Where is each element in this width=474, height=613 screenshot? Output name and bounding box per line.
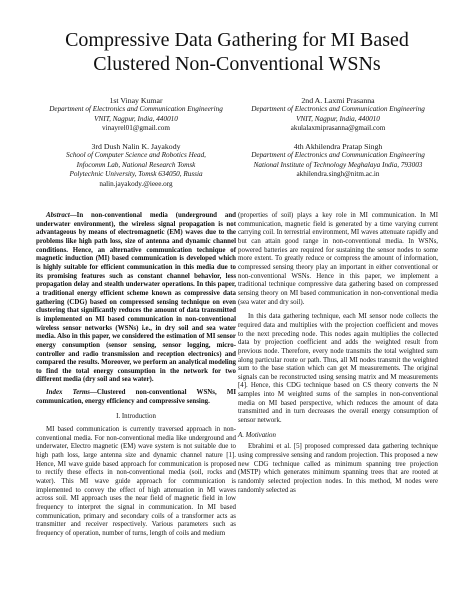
abstract-text: —In non-conventional media (underground and underwater environment), the wireless signal propagation is not advantageous by means of electromagnetic (EM) waves due to the problems like high path loss, size of antenna and dynamic channel conditions. Hence, an alternative communication technique of magnetic induction (MI) based communication is developed which is highly suitable for efficient communication in this media due to its promising features such as constant channel behavior, less propagation delay and stealth underwater operations. In this paper, a traditional energy efficient scheme known as compressive data gathering (CDG) based on compressed sensing technique on even clustering that significantly reduces the amount of data transmitted is implemented on MI based communication in non-conventional wireless sensor networks (WSNs) i.e., in dry soil and sea water media. Also in this paper, we considered the estimation of MI sensor energy consumption (sensor sensing, sensor logging, micro-controller and radio transmission and reception electronics) and compared the results. Moreover, we perform an analytical modeling to find the total energy consumption in the network for two different media (dry soil and sea water).: [36, 212, 236, 384]
author-institution: VNIT, Nagpur, India, 440010: [296, 114, 380, 123]
author-block-3: [36, 142, 236, 189]
author-email: akhilendra.singh@nitm.ac.in: [296, 170, 380, 179]
index-terms: [36, 389, 236, 406]
author-block-2: [238, 96, 438, 134]
subsection-heading-motivation: A. Motivation: [238, 431, 276, 439]
left-column: [36, 212, 236, 539]
author-department: Department of Electronics and Communication Engineering: [251, 151, 425, 160]
right-column: [238, 212, 438, 495]
body-paragraph-3: Ebrahimi et al. [5] proposed compressed data gathering technique using compressive sensing and random projection. This proposed a new new CDG technique called as minimum spanning tree projection (MSTP) which generates minimum spanning trees that are rooted at randomly selected projection nodes. In this method, M nodes were randomly selected as: [238, 443, 438, 494]
abstract: [36, 212, 236, 385]
author-block-1: [36, 96, 236, 134]
title-line-1: Compressive Data Gathering for MI Based: [65, 29, 409, 51]
author-name: 3rd Dush Nalin K. Jayakody: [91, 142, 181, 151]
body-paragraph-1: (properties of soil) plays a key role in MI communication. In MI communication, magnetic field is generated by a time varying current carrying coil. In terrestrial environment, MI waves attenuate rapidly and but can attain good range in non-conventional media. In WSNs, powered batteries are required for sustaining the sensor nodes to some more extent. To greatly reduce or compress the amount of information, compressed sensing theory play an important in either conventional or non-conventional WSNs. Hence in this paper, we implement a traditional technique compressive data gathering based on compressed sensing theory on MI based communication in non-conventional media (sea water and dry soil).: [238, 212, 438, 306]
author-department: Department of Electronics and Communication Engineering: [49, 105, 223, 114]
author-institution: Infocomm Lab, National Research Tomsk: [76, 160, 196, 169]
section-heading-introduction: I. Introduction: [116, 413, 156, 421]
author-institution: National Institute of Technology Meghalaya India, 793003: [253, 160, 423, 169]
author-department: Department of Electronics and Communication Engineering: [251, 105, 425, 114]
author-email: nalin.jayakody.@ieee.org: [99, 179, 173, 188]
author-name: 4th Akhilendra Pratap Singh: [293, 142, 383, 151]
author-email: akulalaxmiprasanna@gmail.com: [290, 124, 386, 133]
intro-paragraph: MI based communication is currently traversed approach in non-conventional media. For non-conventional media like underground and underwater, Electro magnetic (EM) wave system is not suitable due to high path loss, large antenna size and dynamic channel nature [1]. Hence, MI wave guide based approach for communication is proposed to rectify these effects in non-conventional media (soil, rocks and water). This MI wave guide approach for communication is implemented to convey the effect of high attenuation in MI waves across soil. MI approach uses the near field of magnetic field in low frequency to interpret the signal in communication. In MI based communication, primary and secondary coils of a transformer acts as transmitter and receiver respectively. Various parameters such as frequency of operation, number of turns, length of coils and medium: [36, 426, 236, 537]
author-institution: VNIT, Nagpur, India, 440010: [94, 114, 178, 123]
author-institution-2: Polytechnic University, Tomsk 634050, Russia: [69, 170, 203, 179]
body-paragraph-2: In this data gathering technique, each MI sensor node collects the required data and multiplies with the projection coefficient and moves to the next preceding node. This nodes again multiplies the collected data by projection coefficient and adds the weighted result from previous node. Therefore, every node transmits the total weighted sum along particular route or path. Thus, all MI nodes transmit the weighted sum to the base station which can get M measurements. The original signals can be reconstructed using sensing matrix and M measurements [4]. Hence, this CDG technique based on CS theory converts the N samples into M weighted sums of the samples in non-conventional media on MI based perspective, which reduces the amount of data transmitted and in turn decreases the overall energy consumption of sensor network.: [238, 313, 438, 425]
index-terms-text: —Clustered non-conventional WSNs, MI communication, energy efficiency and compressive sensing.: [36, 389, 237, 405]
paper-title: [0, 28, 474, 76]
title-line-2: Clustered Non-Conventional WSNs: [93, 53, 381, 75]
index-terms-label: Index Terms: [46, 389, 90, 397]
author-department: School of Computer Science and Robotics Head,: [66, 151, 206, 160]
author-name: 2nd A. Laxmi Prasanna: [301, 96, 375, 105]
author-name: 1st Vinay Kumar: [109, 96, 163, 105]
abstract-label: Abstract: [46, 212, 70, 219]
author-email: vinayrel01@gmail.com: [102, 124, 170, 133]
author-block-4: [238, 142, 438, 180]
